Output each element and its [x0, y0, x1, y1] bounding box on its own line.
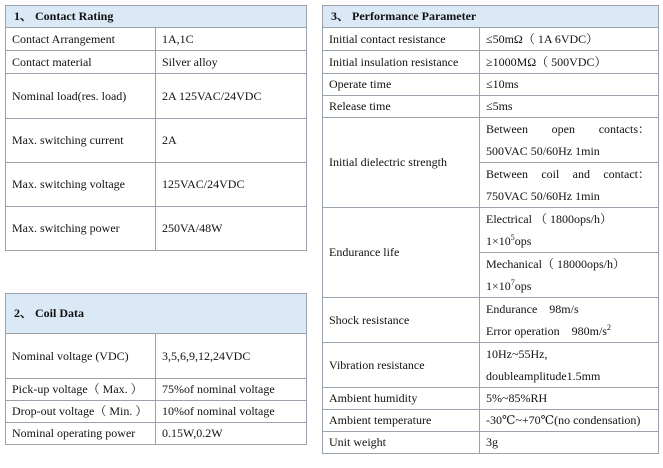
- shock-error-exponent: 2: [606, 323, 611, 332]
- row-label: Max. switching voltage: [6, 163, 156, 207]
- row-label: Contact material: [6, 51, 156, 74]
- row-label: Drop-out voltage（ Min. ）: [6, 401, 156, 423]
- row-label: Release time: [323, 96, 480, 118]
- mechanical-ops-unit: ops: [514, 279, 532, 293]
- row-label: Shock resistance: [323, 298, 480, 343]
- coil-data-title: 2、 Coil Data: [6, 294, 307, 334]
- dielectric-coil-word-3: and: [572, 167, 590, 181]
- row-value: 3,5,6,9,12,24VDC: [156, 334, 307, 379]
- shock-error: [480, 320, 658, 342]
- row-label: Contact Arrangement: [6, 28, 156, 51]
- mechanical-ops-exponent: 7: [510, 278, 515, 287]
- dielectric-coil-word-2: coil: [541, 167, 560, 181]
- row-label: Initial insulation resistance: [323, 51, 480, 74]
- endurance-mechanical-ops: [480, 275, 658, 297]
- shock-endurance: Endurance 98m/s: [486, 302, 579, 316]
- row-value: -30℃~+70℃(no condensation): [480, 410, 659, 432]
- vibration-line-1: 10Hz~55Hz,: [486, 347, 548, 361]
- dielectric-coil-heading: [480, 162, 658, 185]
- row-label: Pick-up voltage（ Max. ）: [6, 379, 156, 401]
- electrical-ops-unit: ops: [514, 234, 532, 248]
- shock-values: [480, 298, 659, 343]
- shock-error-text: Error operation 980m/s: [486, 324, 607, 338]
- endurance-electrical-ops: [480, 230, 658, 252]
- row-value: 3g: [480, 432, 659, 454]
- row-value: 75%of nominal voltage: [156, 379, 307, 401]
- coil-data-table: [5, 293, 307, 445]
- dielectric-open-heading: [480, 118, 658, 140]
- row-label: Nominal voltage (VDC): [6, 334, 156, 379]
- row-value: 2A: [156, 119, 307, 163]
- row-value: ≥1000MΩ（ 500VDC）: [480, 51, 659, 74]
- performance-table: [322, 5, 659, 454]
- endurance-values: [480, 208, 659, 298]
- row-value: 125VAC/24VDC: [156, 163, 307, 207]
- dielectric-open-word-3: contacts：: [598, 122, 651, 136]
- row-value: ≤5ms: [480, 96, 659, 118]
- contact-rating-table: [5, 5, 307, 251]
- row-value: 0.15W,0.2W: [156, 423, 307, 445]
- dielectric-open-word-2: open: [551, 122, 575, 136]
- row-label: Ambient humidity: [323, 388, 480, 410]
- row-label: Initial contact resistance: [323, 28, 480, 51]
- row-value: ≤10ms: [480, 74, 659, 96]
- row-value: 2A 125VAC/24VDC: [156, 74, 307, 119]
- dielectric-values: [480, 118, 659, 208]
- performance-title: 3、 Performance Parameter: [323, 6, 659, 28]
- row-label: Operate time: [323, 74, 480, 96]
- electrical-ops-base: 1×10: [486, 234, 511, 248]
- row-label: Ambient temperature: [323, 410, 480, 432]
- row-value: 5%~85%RH: [480, 388, 659, 410]
- row-label: Vibration resistance: [323, 343, 480, 388]
- row-value: 250VA/48W: [156, 207, 307, 251]
- mechanical-ops-base: 1×10: [486, 279, 511, 293]
- row-value: Silver alloy: [156, 51, 307, 74]
- dielectric-open-word-1: Between: [486, 122, 528, 136]
- dielectric-coil-word-4: contact：: [603, 167, 650, 181]
- row-value: 10%of nominal voltage: [156, 401, 307, 423]
- row-label: Unit weight: [323, 432, 480, 454]
- vibration-line-2: doubleamplitude1.5mm: [486, 369, 601, 383]
- row-label: Initial dielectric strength: [323, 118, 480, 208]
- endurance-mechanical: Mechanical（ 18000ops/h）: [480, 252, 658, 275]
- row-value: ≤50mΩ（ 1A 6VDC）: [480, 28, 659, 51]
- row-label: Nominal load(res. load): [6, 74, 156, 119]
- dielectric-coil-value: 750VAC 50/60Hz 1min: [486, 189, 600, 203]
- row-label: Nominal operating power: [6, 423, 156, 445]
- electrical-ops-exponent: 5: [510, 233, 515, 242]
- contact-rating-title: 1、 Contact Rating: [6, 6, 307, 28]
- row-label: Endurance life: [323, 208, 480, 298]
- dielectric-open-value: 500VAC 50/60Hz 1min: [486, 144, 600, 158]
- row-label: Max. switching current: [6, 119, 156, 163]
- row-value: 1A,1C: [156, 28, 307, 51]
- row-label: Max. switching power: [6, 207, 156, 251]
- dielectric-coil-word-1: Between: [486, 167, 528, 181]
- vibration-values: [480, 343, 659, 388]
- endurance-electrical: Electrical （ 1800ops/h）: [486, 212, 612, 226]
